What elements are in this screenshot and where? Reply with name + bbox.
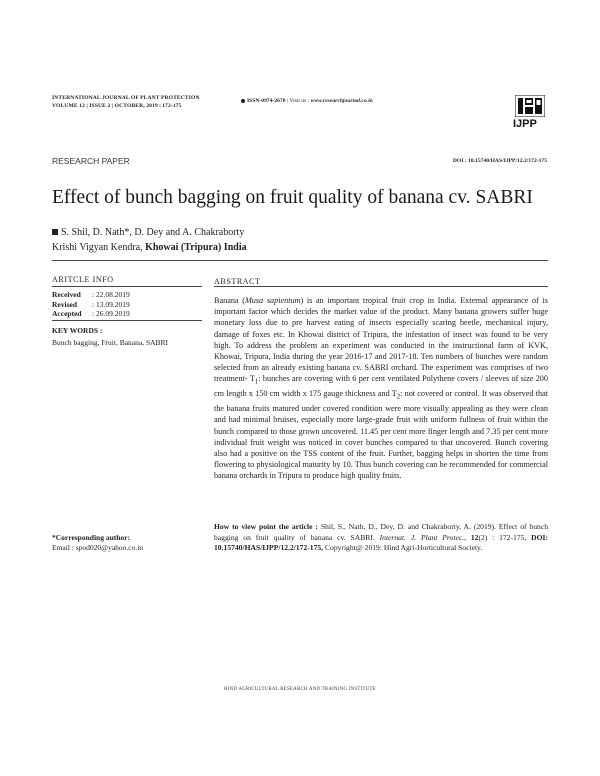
abstract-heading: ABSTRACT <box>214 277 261 286</box>
accepted-row <box>52 309 130 319</box>
visit-prefix: | Visit us : <box>286 98 310 104</box>
abstract-text: : bunches are covering with 6 per cent ventilated Polythene covers / sleeves of size 200 cm length x 150 cm width x 175 gauge thickness and T <box>214 374 548 399</box>
citation-journal: Internat. J. Plant Protec. <box>379 532 465 542</box>
abstract-text: Banana ( <box>214 296 245 305</box>
received-date: : 22.08.2019 <box>92 290 130 299</box>
square-bullet-icon <box>52 229 58 235</box>
journal-volume: VOLUME 12 | ISSUE 2 | OCTOBER, 2019 | 172-175 <box>52 103 182 109</box>
journal-header <box>52 94 200 110</box>
divider <box>52 260 548 261</box>
revised-row <box>52 300 130 310</box>
citation-doi[interactable]: DOI: 10.15740/HAS/IJPP/12.2/172-175, <box>214 532 549 552</box>
authors <box>52 227 244 238</box>
journal-logo-icon <box>515 95 545 117</box>
citation <box>214 522 548 554</box>
corresponding-author <box>52 533 143 552</box>
footer: HIND AGRICULTURAL RESEARCH AND TRAINING INSTITUTE <box>224 687 376 692</box>
author-list: S. Shil, D. Nath*, D. Dey and A. Chakraborty <box>61 227 245 238</box>
species-name: Musa sapientum <box>244 296 301 305</box>
revised-label: Revised <box>52 299 77 309</box>
paper-type: RESEARCH PAPER <box>52 156 130 166</box>
website-link[interactable]: www.researchjournal.co.in <box>310 98 373 104</box>
subscript: 1 <box>254 379 259 387</box>
affiliation-institute: Krishi Vigyan Kendra, <box>52 242 146 253</box>
corresponding-label: *Corresponding author: <box>52 533 130 542</box>
citation-text: (2) : 172-175, <box>478 532 532 542</box>
received-label: Received <box>52 290 81 299</box>
abstract-text: : not covered or control. It was observed that the banana fruits matured under covered condition were more visually appealing as they were clean and had minimal bruises, especially more large-grade fruit with uniform fullness of fruit within the bunch compared to those grown uncovered. 11.45 per cent more finger length and 7.35 per cent more individual fruit weight was noticed in cover bunches compared to that uncovered. Bunch covering also had a positive on the TSS content of the fruit. Further, bagging helps in shorten the time from flowering to physiological maturity by 10. Thus bunch covering can be recommended for commercial banana orchards in Tripura to produce high quality fruits. <box>214 389 548 481</box>
divider <box>52 320 202 321</box>
abstract-body <box>214 295 548 482</box>
citation-text: Shil, S., Nath, D., Dey, D. and Chakraborty, A. (2019). Effect of bunch bagging on fruit quality of banana cv. SABRI. <box>214 522 548 542</box>
keywords: Bunch bagging, Fruit, Banana, SABRI <box>52 338 169 347</box>
affiliation <box>52 242 247 253</box>
issn-line <box>241 98 373 104</box>
accepted-date: : 26.09.2019 <box>92 309 130 318</box>
revised-date: : 13.09.2019 <box>92 299 130 309</box>
article-info-heading: ARITCLE INFO <box>52 275 114 284</box>
logo-label: IJPP <box>513 118 537 130</box>
citation-text: , <box>464 532 471 542</box>
accepted-label: Accepted <box>52 309 82 318</box>
divider <box>52 286 202 287</box>
article-dates <box>52 290 130 319</box>
doi[interactable]: DOI : 10.15740/HAS/IJPP/12.2/172-175 <box>452 158 547 164</box>
issn: ISSN-0974-2670 <box>247 98 286 104</box>
journal-name: INTERNATIONAL JOURNAL OF PLANT PROTECTION <box>52 95 200 101</box>
page-title: Effect of bunch bagging on fruit quality of banana cv. SABRI <box>52 187 533 208</box>
subscript: 2 <box>396 393 401 401</box>
keywords-heading: KEY WORDS : <box>52 326 103 335</box>
citation-volume: 12 <box>470 532 479 542</box>
citation-text: Copyright@ 2019: Hind Agri-Horticultural Society. <box>323 543 483 552</box>
citation-label: How to view point the article : <box>214 522 318 531</box>
bullet-icon <box>241 99 245 103</box>
received-row <box>52 290 130 300</box>
affiliation-location: Khowai (Tripura) India <box>145 242 247 253</box>
corresponding-email[interactable]: Email : spod020@yahoo.co.in <box>52 542 144 552</box>
divider <box>214 286 548 287</box>
abstract-text: ) is an important tropical fruit crop in India. External appearance of is important factor which decides the market value of the product. Many banana growers suffer huge monetary loss due to pre harvest eating of insects especially scaring beetle, mechanical injury, damage of foxes etc. In Khowai district of Tripura, the infestation of insect was found to be very high. To address the problem an experiment was conducted in the instructional farm of KVK, Khowai, Tripura, India during the year 2016-17 and 2017-18. Ten numbers of bunches were random selected from an already existing banana cv. SABRI orchard. The experiment was comprises of two treatment- T <box>214 296 548 384</box>
